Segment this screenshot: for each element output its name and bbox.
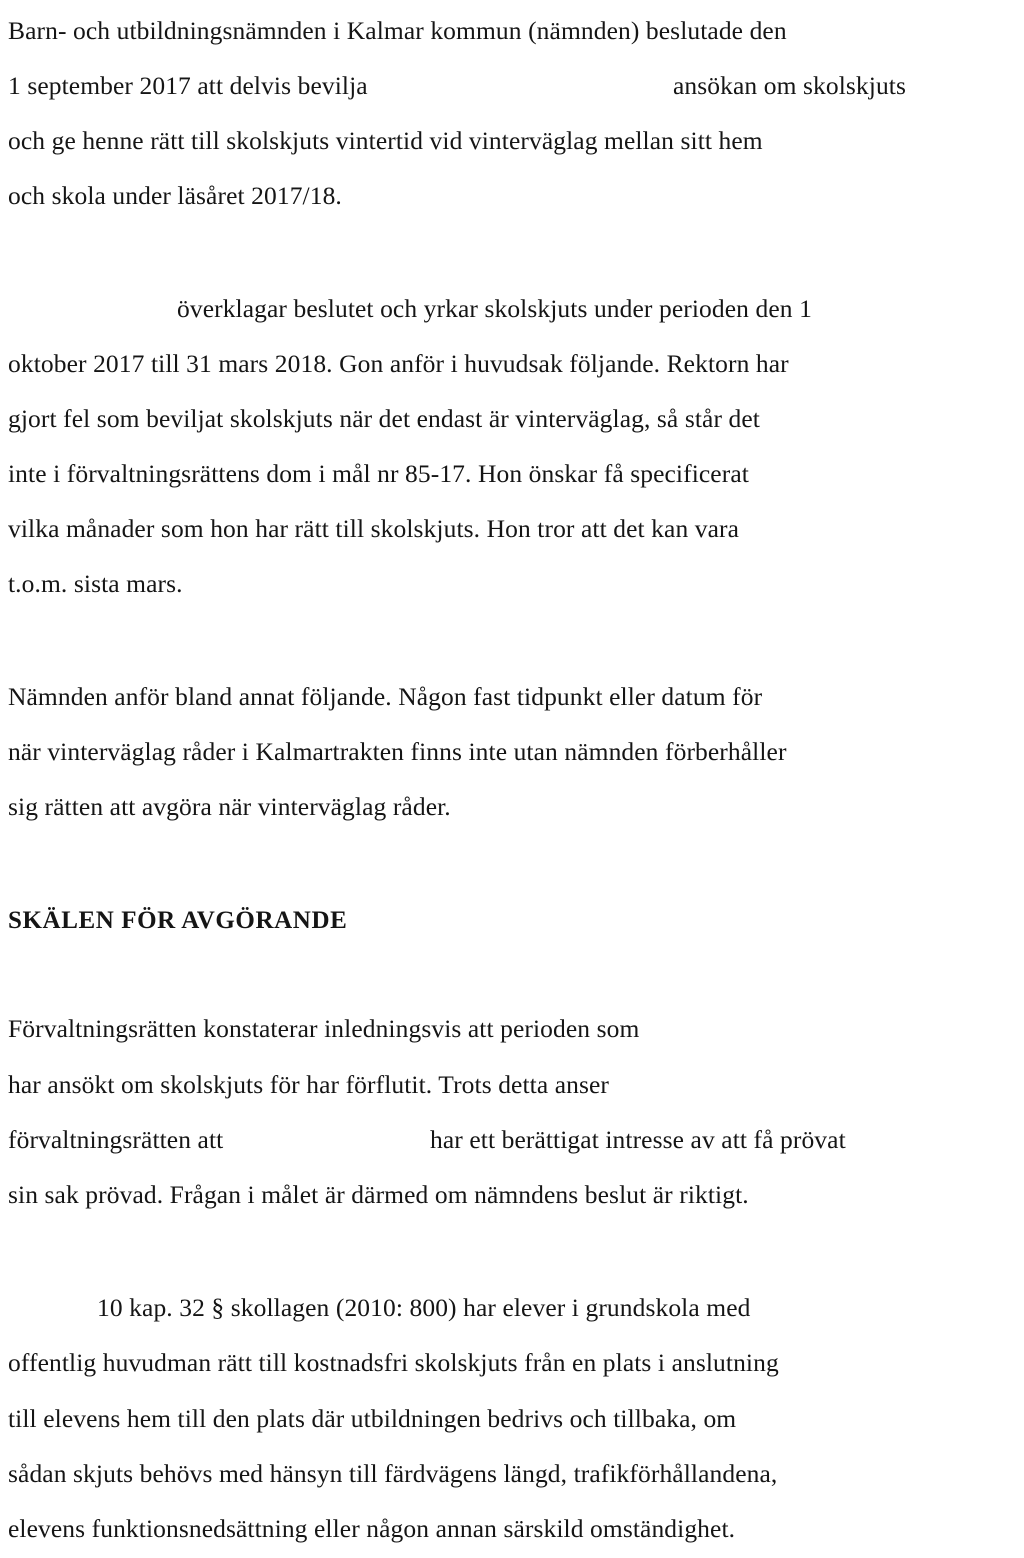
p4-line-3-continuation: har ett berättigat intresse av att få prövat <box>430 1125 846 1154</box>
p2-line-1: överklagar beslutet och yrkar skolskjuts under perioden den 1 <box>177 294 812 323</box>
p4-line-4: sin sak prövad. Frågan i målet är därmed om nämndens beslut är riktigt. <box>8 1180 749 1209</box>
p1-line-2-continuation: ansökan om skolskjuts <box>673 71 907 100</box>
p5-line-1: 10 kap. 32 § skollagen (2010: 800) har elever i grundskola med <box>97 1293 751 1322</box>
p3-line-3: sig rätten att avgöra när vinterväglag råder. <box>8 792 451 821</box>
p4-line-2: har ansökt om skolskjuts för har förflutit. Trots detta anser <box>8 1070 610 1099</box>
p2-line-2: oktober 2017 till 31 mars 2018. Gon anför i huvudsak följande. Rektorn har <box>8 349 789 378</box>
p4-line-1: Förvaltningsrätten konstaterar inledningsvis att perioden som <box>8 1014 640 1043</box>
p1-line-1: Barn- och utbildningsnämnden i Kalmar kommun (nämnden) beslutade den <box>8 16 787 45</box>
p3-line-1: Nämnden anför bland annat följande. Någon fast tidpunkt eller datum för <box>8 682 763 711</box>
p5-line-4: sådan skjuts behövs med hänsyn till färdvägens längd, trafikförhållandena, <box>8 1459 778 1488</box>
section-heading: SKÄLEN FÖR AVGÖRANDE <box>8 907 348 934</box>
p2-line-4: inte i förvaltningsrättens dom i mål nr 85-17. Hon önskar få specificerat <box>8 459 749 488</box>
p1-line-4: och skola under läsåret 2017/18. <box>8 181 342 210</box>
p5-line-2: offentlig huvudman rätt till kostnadsfri skolskjuts från en plats i anslutning <box>8 1348 779 1377</box>
p1-line-2: 1 september 2017 att delvis bevilja <box>8 71 368 100</box>
p2-line-3: gjort fel som beviljat skolskjuts när det endast är vinterväglag, så står det <box>8 404 760 433</box>
p1-line-3: och ge henne rätt till skolskjuts vintertid vid vinterväglag mellan sitt hem <box>8 126 763 155</box>
p4-line-3: förvaltningsrätten att <box>8 1125 224 1154</box>
p2-line-6: t.o.m. sista mars. <box>8 569 183 598</box>
p2-line-5: vilka månader som hon har rätt till skolskjuts. Hon tror att det kan vara <box>8 514 740 543</box>
p3-line-2: när vinterväglag råder i Kalmartrakten finns inte utan nämnden förberhåller <box>8 737 787 766</box>
p5-line-3: till elevens hem till den plats där utbildningen bedrivs och tillbaka, om <box>8 1404 737 1433</box>
p5-line-5: elevens funktionsnedsättning eller någon annan särskild omständighet. <box>8 1514 736 1543</box>
